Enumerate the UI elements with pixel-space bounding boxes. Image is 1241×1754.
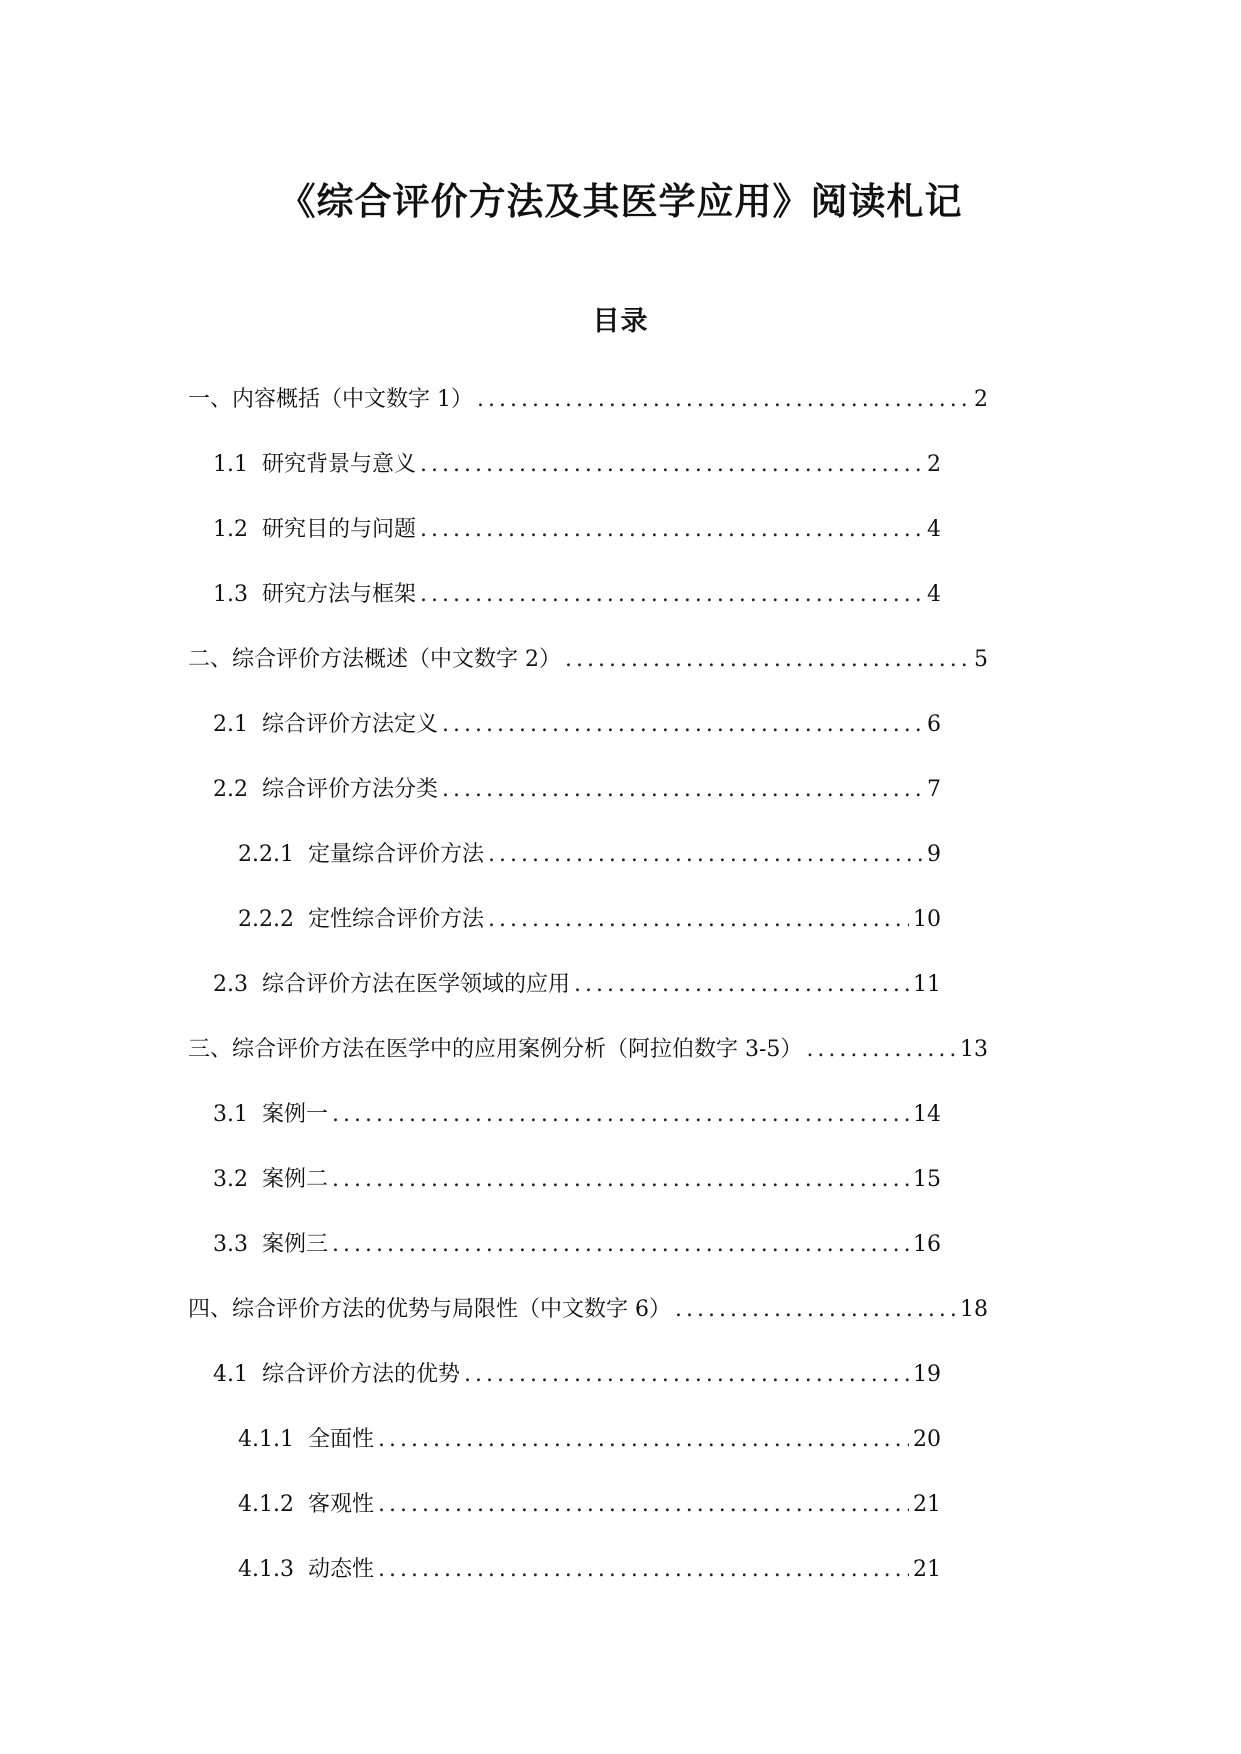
toc-dot-leader [420, 512, 923, 548]
toc-page-number: 21 [913, 1492, 941, 1517]
toc-page-number: 5 [974, 647, 988, 672]
toc-section-number: 2.2 [213, 777, 248, 802]
toc-dot-leader [442, 772, 923, 808]
toc-page-number: 19 [913, 1362, 941, 1387]
toc-page-number: 6 [927, 712, 941, 737]
toc-entry[interactable] [0, 1487, 941, 1552]
toc-section-number: 4.1.2 [238, 1492, 294, 1517]
toc-entry[interactable] [0, 1357, 941, 1422]
toc-entry-text: 案例三 [262, 1232, 329, 1257]
toc-dot-leader [420, 577, 923, 613]
toc-page-number: 2 [927, 452, 941, 477]
toc-page-number: 9 [927, 842, 941, 867]
toc-dot-leader [378, 1552, 909, 1588]
toc-dot-leader [442, 707, 923, 743]
toc-entry[interactable] [0, 837, 941, 902]
toc-dot-leader [332, 1162, 909, 1198]
toc-section-number: 3.3 [213, 1232, 248, 1257]
toc-section-number: 2.2.2 [238, 907, 294, 932]
toc-entry-text: 定量综合评价方法 [307, 842, 484, 867]
toc-entry-text: 四、综合评价方法的优势与局限性（中文数字 6） [188, 1297, 671, 1322]
toc-entry[interactable] [0, 1097, 941, 1162]
toc-entry[interactable] [0, 1552, 941, 1617]
toc-dot-leader [565, 642, 970, 678]
toc-dot-leader [420, 447, 923, 483]
toc-entry-text: 一、内容概括（中文数字 1） [188, 387, 473, 412]
toc-entry-text: 研究背景与意义 [262, 452, 417, 477]
toc-section-number: 1.1 [213, 452, 248, 477]
toc-entry-text: 全面性 [307, 1427, 374, 1452]
toc-page-number: 21 [913, 1557, 941, 1582]
toc-page-number: 2 [974, 387, 988, 412]
toc-page-number: 7 [927, 777, 941, 802]
toc-section-number: 4.1.1 [238, 1427, 294, 1452]
toc-dot-leader [464, 1357, 909, 1393]
toc-page-number: 4 [927, 582, 941, 607]
toc-entry-text: 研究方法与框架 [262, 582, 417, 607]
toc-page-number: 15 [913, 1167, 941, 1192]
toc-section-number: 3.2 [213, 1167, 248, 1192]
toc-entry-text: 综合评价方法定义 [262, 712, 439, 737]
toc-section-number: 4.1.3 [238, 1557, 294, 1582]
toc-page-number: 4 [927, 517, 941, 542]
toc-section-number: 2.1 [213, 712, 248, 737]
toc-entry-text: 案例二 [262, 1167, 329, 1192]
toc-entry[interactable] [0, 967, 941, 1032]
toc-dot-leader [806, 1032, 956, 1068]
toc-entry[interactable] [0, 642, 988, 707]
toc-dot-leader [477, 382, 970, 418]
toc-dot-leader [332, 1097, 909, 1133]
toc-entry-text: 研究目的与问题 [262, 517, 417, 542]
document-title: 《综合评价方法及其医学应用》阅读札记 [278, 178, 963, 223]
toc-section-number: 2.3 [213, 972, 248, 997]
toc-entry-text: 三、综合评价方法在医学中的应用案例分析（阿拉伯数字 3-5） [188, 1037, 803, 1062]
toc-page-number: 14 [913, 1102, 941, 1127]
toc-entry[interactable] [0, 772, 941, 837]
toc-heading: 目录 [592, 306, 649, 338]
toc-page-number: 13 [960, 1037, 988, 1062]
toc-entry[interactable] [0, 1292, 988, 1357]
toc-page-number: 16 [913, 1232, 941, 1257]
toc-entry-text: 二、综合评价方法概述（中文数字 2） [188, 647, 561, 672]
toc-entry-text: 案例一 [262, 1102, 329, 1127]
toc-entry[interactable] [0, 577, 941, 642]
toc-entry[interactable] [0, 707, 941, 772]
toc-dot-leader [378, 1487, 909, 1523]
toc-page-number: 20 [913, 1427, 941, 1452]
toc-entry-text: 综合评价方法在医学领域的应用 [262, 972, 571, 997]
toc-dot-leader [675, 1292, 956, 1328]
toc-page-number: 11 [913, 972, 941, 997]
toc-entry[interactable] [0, 1032, 988, 1097]
toc-entry[interactable] [0, 1162, 941, 1227]
toc-section-number: 1.2 [213, 517, 248, 542]
toc-dot-leader [488, 902, 909, 938]
toc-section-number: 1.3 [213, 582, 248, 607]
toc-dot-leader [378, 1422, 909, 1458]
toc-entry-text: 动态性 [307, 1557, 374, 1582]
toc-entry[interactable] [0, 382, 988, 447]
toc-entry-text: 定性综合评价方法 [307, 907, 484, 932]
toc-entry[interactable] [0, 1422, 941, 1487]
toc-section-number: 2.2.1 [238, 842, 294, 867]
toc-entry-text: 综合评价方法分类 [262, 777, 439, 802]
toc-dot-leader [488, 837, 923, 873]
toc-page-number: 10 [913, 907, 941, 932]
toc-entry[interactable] [0, 902, 941, 967]
toc-entry[interactable] [0, 512, 941, 577]
toc-entry-text: 综合评价方法的优势 [262, 1362, 461, 1387]
toc-dot-leader [574, 967, 909, 1003]
table-of-contents [0, 382, 1241, 1617]
toc-entry-text: 客观性 [307, 1492, 374, 1517]
toc-entry[interactable] [0, 1227, 941, 1292]
toc-section-number: 3.1 [213, 1102, 248, 1127]
toc-dot-leader [332, 1227, 909, 1263]
toc-entry[interactable] [0, 447, 941, 512]
toc-section-number: 4.1 [213, 1362, 248, 1387]
toc-page-number: 18 [960, 1297, 988, 1322]
